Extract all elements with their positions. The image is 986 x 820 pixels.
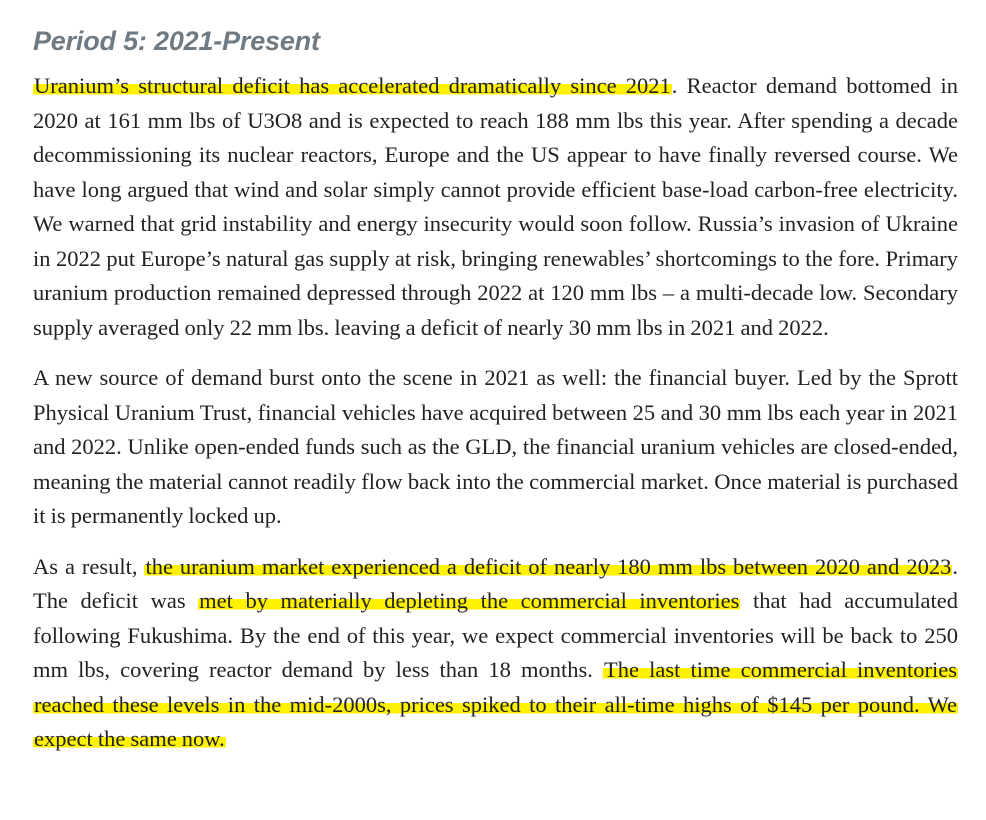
highlighted-text: met by materially depleting the commercial inventories	[199, 588, 740, 613]
highlighted-text: the uranium market experienced a deficit of nearly 180 mm lbs between 2020 and 2023	[145, 553, 952, 579]
paragraph-2	[33, 361, 958, 534]
body-text: . Reactor demand bottomed in 2020 at 161 mm lbs of U3O8 and is expected to reach 188 mm lbs this year. After spending a decade decommissioning its nuclear reactors, Europe and the US appear to have finally reversed course. We have long argued that wind and solar simply cannot provide efficient base-load carbon-free electricity. We warned that grid instability and energy insecurity would soon follow. Russia’s invasion of Ukraine in 2022 put Europe’s natural gas supply at risk, bringing renewables’ shortcomings to the fore. Primary uranium production remained depressed through 2022 at 120 mm lbs – a multi-decade low. Secondary supply averaged only 22 mm lbs. leaving a deficit of nearly 30 mm lbs in 2021 and 2022.	[33, 73, 958, 340]
paragraph-1	[33, 69, 958, 345]
highlighted-text: Uranium’s structural deficit has accelerated dramatically since 2021	[34, 73, 671, 98]
highlighted-text: The last time commercial inventories reached these levels in the mid-2000s, prices spiked to their all-time highs of $145 per pound. We expect the same now.	[34, 657, 957, 751]
body-text: . The deficit was	[33, 553, 958, 613]
section-heading: Period 5: 2021-Present	[33, 26, 320, 56]
document-page	[33, 26, 958, 773]
body-text: that had accumulated following Fukushima. By the end of this year, we expect commercial inventories will be back to 250 mm lbs, covering reactor demand by less than 18 months.	[33, 588, 958, 682]
paragraph-3	[33, 550, 958, 757]
body-text: As a result,	[33, 553, 145, 579]
body-text: A new source of demand burst onto the scene in 2021 as well: the financial buyer. Led by the Sprott Physical Uranium Trust, financial vehicles have acquired between 25 and 30 mm lbs each year in 2021 and 2022. Unlike open-ended funds such as the GLD, the financial uranium vehicles are closed-ended, meaning the material cannot readily flow back into the commercial market. Once material is purchased it is permanently locked up.	[33, 365, 958, 528]
